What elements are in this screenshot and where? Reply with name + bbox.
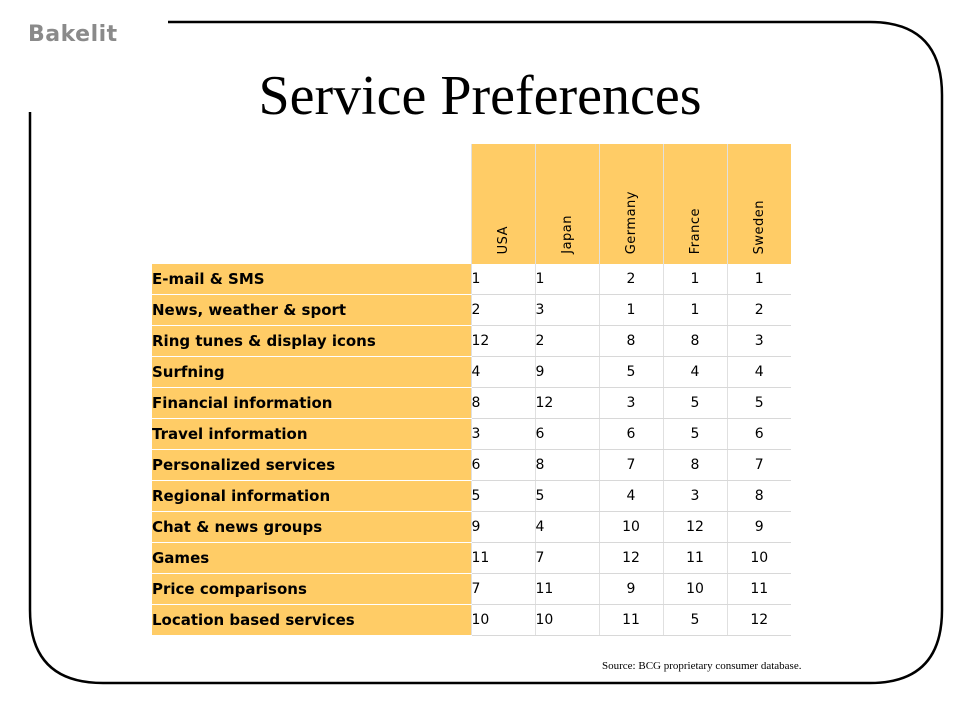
cell-value: 8 [471,388,535,419]
cell-value: 3 [535,295,599,326]
cell-value: 4 [535,512,599,543]
row-label: Price comparisons [152,574,471,605]
row-label: Travel information [152,419,471,450]
row-label: E-mail & SMS [152,264,471,295]
cell-value: 1 [535,264,599,295]
cell-value: 12 [663,512,727,543]
cell-value: 3 [663,481,727,512]
row-label: Ring tunes & display icons [152,326,471,357]
column-label: USA [495,225,511,254]
table-row [152,605,791,636]
cell-value: 1 [663,295,727,326]
column-header-usa [471,144,535,264]
column-header-japan [535,144,599,264]
table-row [152,326,791,357]
cell-value: 11 [727,574,791,605]
row-label: Personalized services [152,450,471,481]
cell-value: 10 [471,605,535,636]
column-label: France [687,207,703,254]
cell-value: 1 [599,295,663,326]
cell-value: 3 [471,419,535,450]
cell-value: 10 [599,512,663,543]
cell-value: 9 [471,512,535,543]
corner-cell [152,144,471,264]
table-row [152,512,791,543]
cell-value: 2 [599,264,663,295]
table-row [152,295,791,326]
cell-value: 5 [599,357,663,388]
cell-value: 12 [535,388,599,419]
cell-value: 12 [727,605,791,636]
table-row [152,543,791,574]
page-title: Service Preferences [258,65,702,127]
cell-value: 1 [727,264,791,295]
cell-value: 4 [727,357,791,388]
row-label: Chat & news groups [152,512,471,543]
table-row [152,419,791,450]
cell-value: 2 [471,295,535,326]
cell-value: 9 [727,512,791,543]
cell-value: 7 [535,543,599,574]
table-row [152,574,791,605]
cell-value: 12 [471,326,535,357]
column-label: Sweden [751,199,767,254]
cell-value: 11 [471,543,535,574]
cell-value: 7 [599,450,663,481]
column-label: Germany [623,190,639,254]
column-header-sweden [727,144,791,264]
table-row [152,481,791,512]
cell-value: 5 [663,419,727,450]
cell-value: 5 [535,481,599,512]
source-note: Source: BCG proprietary consumer database. [602,660,802,672]
row-label: Location based services [152,605,471,636]
cell-value: 6 [535,419,599,450]
cell-value: 2 [535,326,599,357]
cell-value: 5 [727,388,791,419]
cell-value: 8 [663,326,727,357]
cell-value: 11 [535,574,599,605]
cell-value: 10 [663,574,727,605]
cell-value: 7 [727,450,791,481]
cell-value: 9 [535,357,599,388]
cell-value: 8 [727,481,791,512]
column-header-germany [599,144,663,264]
row-label: Surfning [152,357,471,388]
row-label: Financial information [152,388,471,419]
cell-value: 6 [471,450,535,481]
column-header-france [663,144,727,264]
row-label: Regional information [152,481,471,512]
cell-value: 11 [599,605,663,636]
cell-value: 8 [599,326,663,357]
table-row [152,357,791,388]
cell-value: 5 [663,388,727,419]
row-label: News, weather & sport [152,295,471,326]
cell-value: 10 [727,543,791,574]
preferences-table [152,144,791,636]
table-row [152,264,791,295]
logo: Bakelit [28,22,118,47]
cell-value: 12 [599,543,663,574]
cell-value: 7 [471,574,535,605]
cell-value: 5 [663,605,727,636]
cell-value: 6 [727,419,791,450]
cell-value: 2 [727,295,791,326]
header-row [152,144,791,264]
cell-value: 8 [663,450,727,481]
cell-value: 11 [663,543,727,574]
cell-value: 10 [535,605,599,636]
cell-value: 3 [727,326,791,357]
cell-value: 4 [663,357,727,388]
row-label: Games [152,543,471,574]
table-row [152,388,791,419]
cell-value: 4 [471,357,535,388]
cell-value: 1 [471,264,535,295]
cell-value: 3 [599,388,663,419]
column-label: Japan [559,215,575,254]
cell-value: 9 [599,574,663,605]
table-row [152,450,791,481]
cell-value: 1 [663,264,727,295]
cell-value: 5 [471,481,535,512]
cell-value: 6 [599,419,663,450]
cell-value: 8 [535,450,599,481]
cell-value: 4 [599,481,663,512]
